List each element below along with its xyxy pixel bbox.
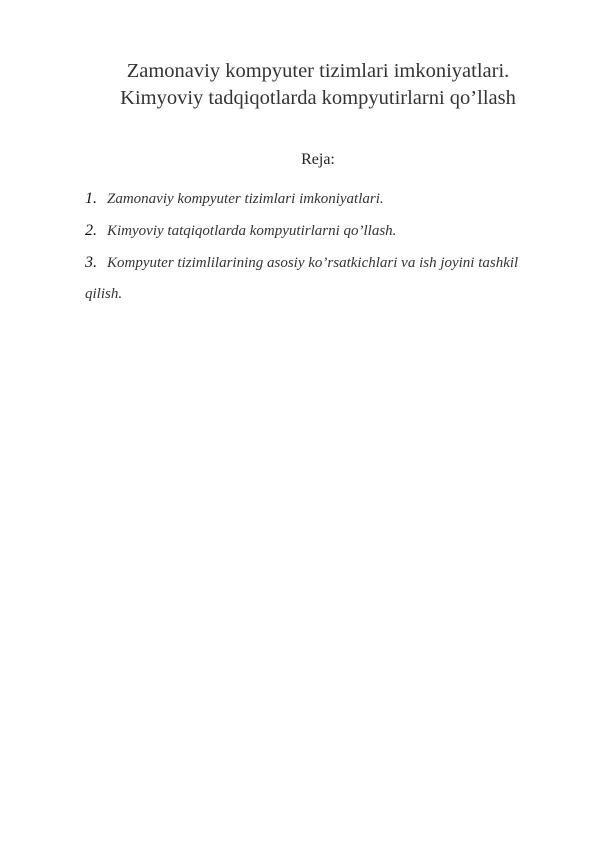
plan-item-text: Kompyuter tizimlilarining asosiy ko’rsatkichlari va ish joyini tashkil qilish. bbox=[85, 255, 519, 302]
plan-heading: Reja: bbox=[301, 151, 335, 168]
plan-item-text: Kimyoviy tatqiqotlarda kompyutirlarni qo’llash. bbox=[107, 223, 397, 239]
plan-item bbox=[85, 247, 555, 310]
plan-item bbox=[85, 215, 555, 247]
plan-item bbox=[85, 183, 555, 215]
plan-item-text: Zamonaviy kompyuter tizimlari imkoniyatlari. bbox=[107, 191, 384, 207]
plan-list bbox=[85, 183, 555, 310]
plan-item-number: 3. bbox=[85, 254, 97, 271]
document-title bbox=[40, 58, 596, 112]
title-line-1: Zamonaviy kompyuter tizimlari imkoniyatlari. bbox=[126, 60, 510, 82]
plan-item-number: 1. bbox=[85, 190, 97, 207]
plan-item-number: 2. bbox=[85, 222, 97, 239]
title-line-2: Kimyoviy tadqiqotlarda kompyutirlarni qo’llash bbox=[120, 87, 516, 109]
